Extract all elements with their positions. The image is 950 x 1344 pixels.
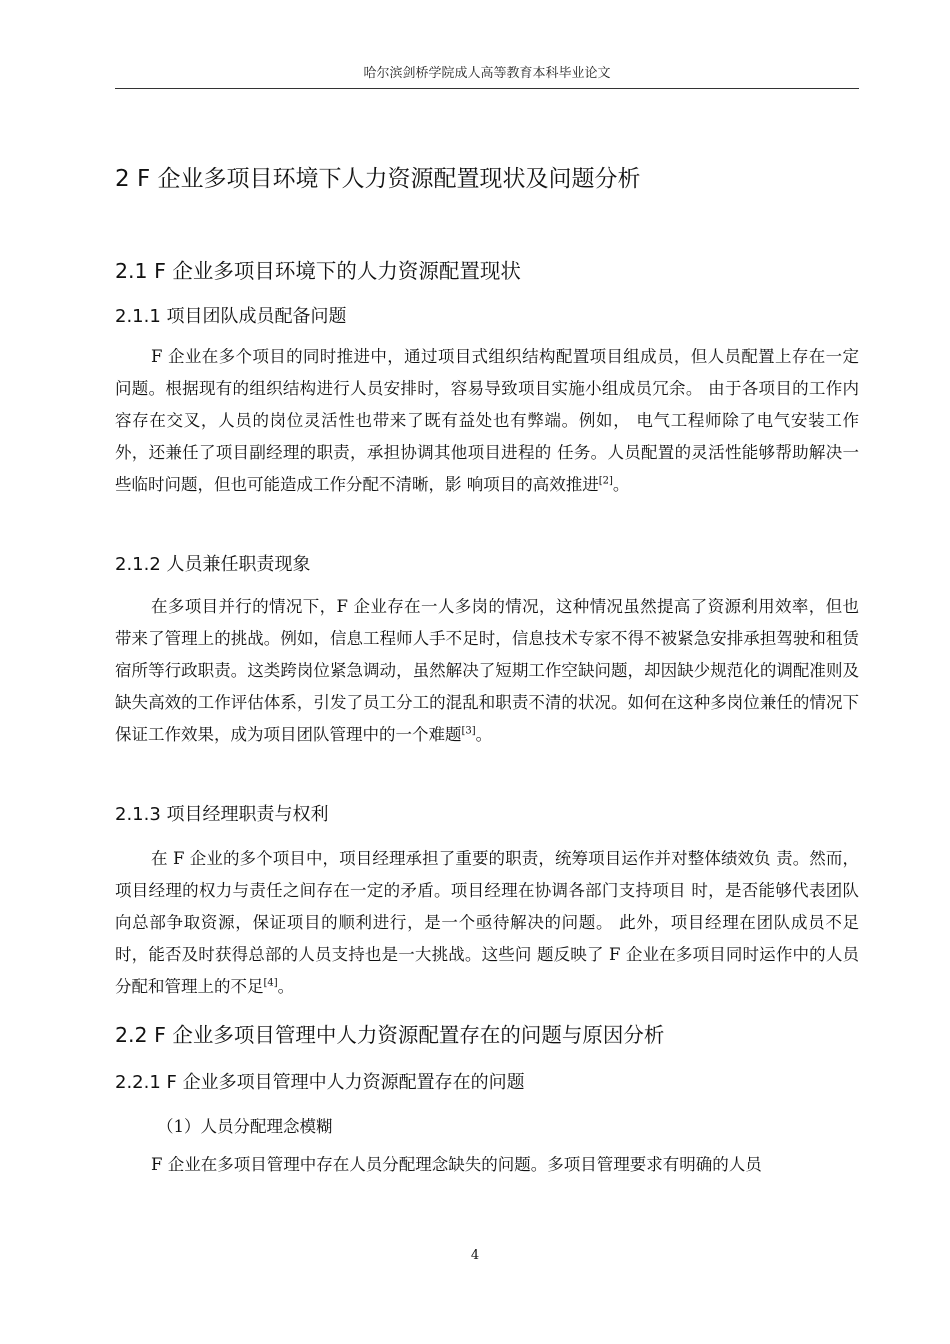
paragraph-end: 。 — [612, 475, 630, 494]
paragraph-end: 。 — [475, 725, 493, 744]
paragraph-end: 。 — [277, 977, 295, 996]
paragraph-2-1-1 — [115, 341, 859, 501]
section-2-1-heading: 2.1 F 企业多项目环境下的人力资源配置现状 — [115, 259, 521, 283]
paragraph-text: 在 F 企业的多个项目中，项目经理承担了重要的职责，统筹项目运作并对整体绩效负 责。然而，项目经理的权力与责任之间存在一定的矛盾。项目经理在协调各部门支持项目 时，是否能够代表团队向总部争取资源，保证项目的顺利进行，是一个亟待解决的问题。 此外，项目经理在团队成员不足时，能否及时获得总部的人员支持也是一大挑战。这些问 题反映了 F 企业在多项目同时运作中的人员分配和管理上的不足 — [115, 849, 859, 996]
paragraph-text: F 企业在多个项目的同时推进中，通过项目式组织结构配置项目组成员，但人员配置上存在一定问题。根据现有的组织结构进行人员安排时，容易导致项目实施小组成员冗余。 由于各项目的工作内容存在交叉，人员的岗位灵活性也带来了既有益处也有弊端。例如， 电气工程师除了电气安装工作外，还兼任了项目副经理的职责，承担协调其他项目进程的 任务。人员配置的灵活性能够帮助解决一些临时问题，但也可能造成工作分配不清晰，影 响项目的高效推进 — [115, 347, 859, 494]
page-number: 4 — [470, 1248, 480, 1263]
paragraph-2-1-2 — [115, 591, 859, 751]
section-2-2-1-heading: 2.2.1 F 企业多项目管理中人力资源配置存在的问题 — [115, 1072, 525, 1093]
section-2-1-3-heading: 2.1.3 项目经理职责与权利 — [115, 804, 329, 825]
paragraph-2-2-1: F 企业在多项目管理中存在人员分配理念缺失的问题。多项目管理要求有明确的人员 — [151, 1155, 762, 1174]
header-divider — [115, 88, 859, 89]
citation-ref: [3] — [461, 725, 476, 737]
section-2-2-heading: 2.2 F 企业多项目管理中人力资源配置存在的问题与原因分析 — [115, 1023, 665, 1047]
page-header: 哈尔滨剑桥学院成人高等教育本科毕业论文 — [363, 66, 611, 81]
section-2-1-2-heading: 2.1.2 人员兼任职责现象 — [115, 554, 311, 575]
citation-ref: [4] — [263, 977, 278, 989]
list-item: （1）人员分配理念模糊 — [157, 1117, 333, 1136]
paragraph-text: 在多项目并行的情况下，F 企业存在一人多岗的情况，这种情况虽然提高了资源利用效率，但也带来了管理上的挑战。例如，信息工程师人手不足时，信息技术专家不得不被紧急安排承担驾驶和租赁宿所等行政职责。这类跨岗位紧急调动，虽然解决了短期工作空缺问题，却因缺少规范化的调配准则及缺失高效的工作评估体系，引发了员工分工的混乱和职责不清的状况。如何在这种多岗位兼任的情况下保证工作效果，成为项目团队管理中的一个难题 — [115, 597, 859, 744]
paragraph-2-1-3 — [115, 843, 859, 1003]
chapter-title: 2 F 企业多项目环境下人力资源配置现状及问题分析 — [115, 166, 641, 192]
section-2-1-1-heading: 2.1.1 项目团队成员配备问题 — [115, 306, 347, 327]
citation-ref: [2] — [598, 475, 613, 487]
